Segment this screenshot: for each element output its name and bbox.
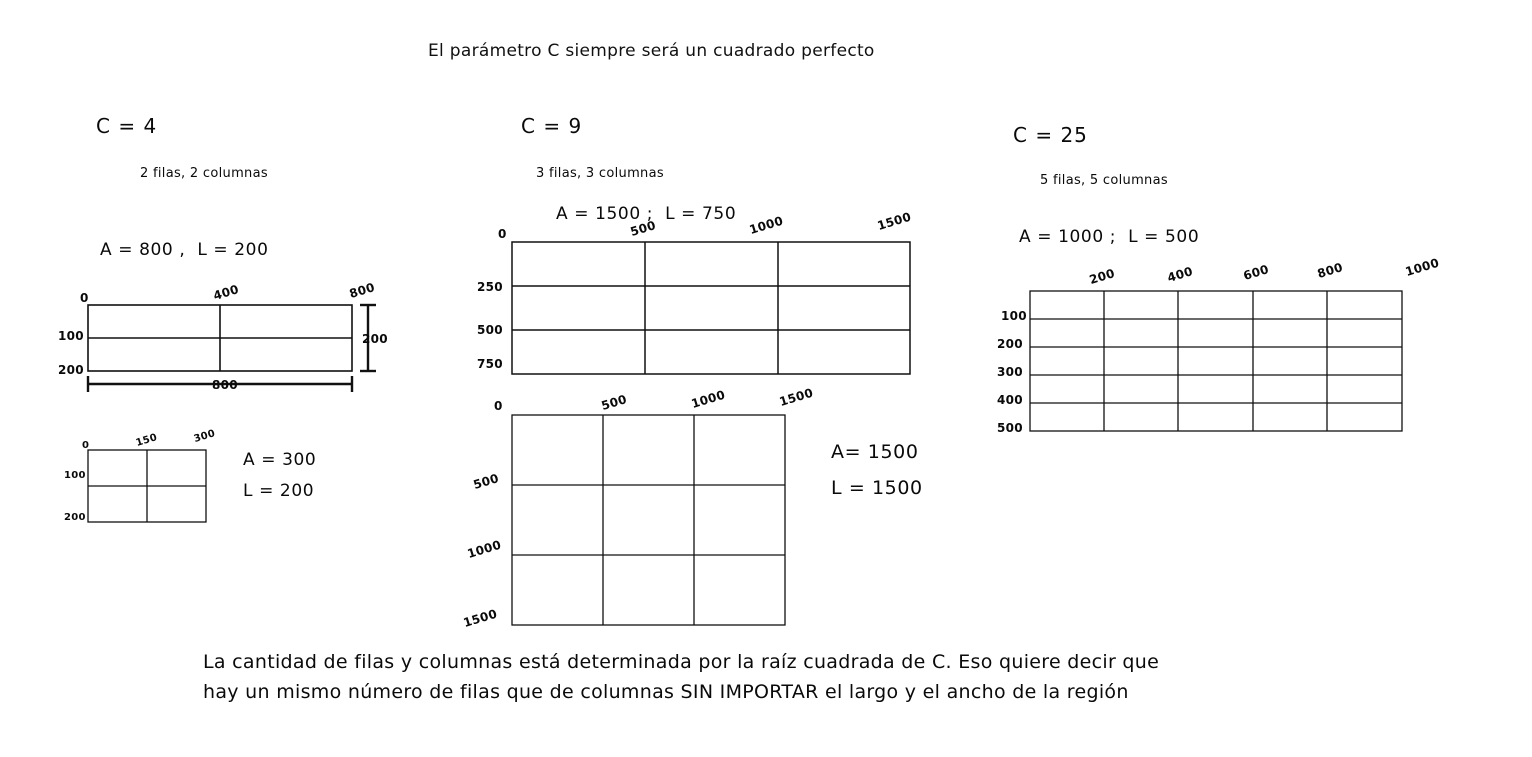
tick-y-c9-2-1: 500 — [471, 471, 501, 493]
example-heading-c4: C = 4 — [96, 114, 158, 138]
tick-x-c9-1-1: 500 — [628, 218, 658, 240]
tick-x-c4-2-1: 150 — [134, 432, 159, 450]
tick-x-c25-3: 800 — [1315, 260, 1345, 282]
tick-x-c9-1-3: 1500 — [875, 209, 913, 234]
tick-x-c4-1-2: 800 — [347, 280, 377, 302]
tick-x-c9-2-2: 1000 — [689, 387, 727, 412]
example-subheading-c4: 2 filas, 2 columnas — [140, 166, 268, 181]
tick-y-c9-1-3: 750 — [477, 357, 503, 371]
equation-c9-grid1: A = 1500 ; L = 750 — [556, 204, 737, 224]
tick-y-c25-2: 300 — [997, 365, 1023, 379]
tick-x-c9-1-2: 1000 — [747, 213, 785, 238]
tick-y-c25-3: 400 — [997, 393, 1023, 407]
tick-x-c9-2-3: 1500 — [777, 385, 815, 410]
example-heading-c25: C = 25 — [1013, 123, 1088, 147]
tick-y-c4-1-1: 100 — [58, 329, 84, 343]
tick-y-c4-2-1: 100 — [64, 470, 86, 481]
tick-x-c25-1: 400 — [1165, 264, 1195, 286]
example-heading-c9: C = 9 — [521, 114, 583, 138]
tick-x-c4-2-0: 0 — [82, 440, 90, 451]
equation-a-c4-2: A = 300 — [243, 450, 317, 470]
tick-x-c25-0: 200 — [1087, 266, 1117, 288]
grid-c9-1 — [505, 235, 925, 385]
equation-l-c4-2: L = 200 — [243, 481, 315, 501]
tick-x-c9-1-0: 0 — [498, 227, 507, 241]
tick-y-c4-1-2: 200 — [58, 363, 84, 377]
height-label-c4-1: 200 — [362, 332, 388, 346]
footer-line-1: La cantidad de filas y columnas está determinada por la raíz cuadrada de C. Eso quiere decir que — [203, 651, 1160, 673]
tick-y-c25-0: 100 — [1001, 309, 1027, 323]
tick-x-c4-1-1: 400 — [211, 282, 241, 304]
equation-c4-grid1: A = 800 , L = 200 — [100, 240, 269, 260]
grid-c4-1 — [80, 290, 410, 400]
example-subheading-c9: 3 filas, 3 columnas — [536, 166, 664, 181]
footer-line-2: hay un mismo número de filas que de columnas SIN IMPORTAR el largo y el ancho de la región — [203, 681, 1129, 703]
tick-x-c9-2-0: 0 — [494, 399, 503, 413]
tick-y-c25-1: 200 — [997, 337, 1023, 351]
equation-a-c9-2: A= 1500 — [831, 441, 919, 463]
grid-c25-1 — [1023, 284, 1418, 442]
equation-l-c9-2: L = 1500 — [831, 477, 923, 499]
grid-c9-2 — [505, 408, 805, 638]
tick-x-c25-2: 600 — [1241, 262, 1271, 284]
tick-y-c25-4: 500 — [997, 421, 1023, 435]
tick-x-c4-2-2: 300 — [192, 428, 217, 446]
tick-y-c9-2-3: 1500 — [461, 606, 499, 631]
tick-x-c4-1-0: 0 — [80, 291, 89, 305]
tick-y-c9-1-1: 250 — [477, 280, 503, 294]
grid-c4-2 — [80, 440, 240, 530]
tick-y-c9-1-2: 500 — [477, 323, 503, 337]
width-label-c4-1: 800 — [212, 378, 238, 392]
tick-x-c9-2-1: 500 — [599, 392, 629, 414]
example-subheading-c25: 5 filas, 5 columnas — [1040, 173, 1168, 188]
tick-y-c4-2-2: 200 — [64, 512, 86, 523]
tick-x-c25-4: 1000 — [1403, 255, 1441, 280]
page-title: El parámetro C siempre será un cuadrado perfecto — [428, 41, 875, 61]
equation-c25-grid1: A = 1000 ; L = 500 — [1019, 227, 1200, 247]
tick-y-c9-2-2: 1000 — [465, 537, 503, 562]
